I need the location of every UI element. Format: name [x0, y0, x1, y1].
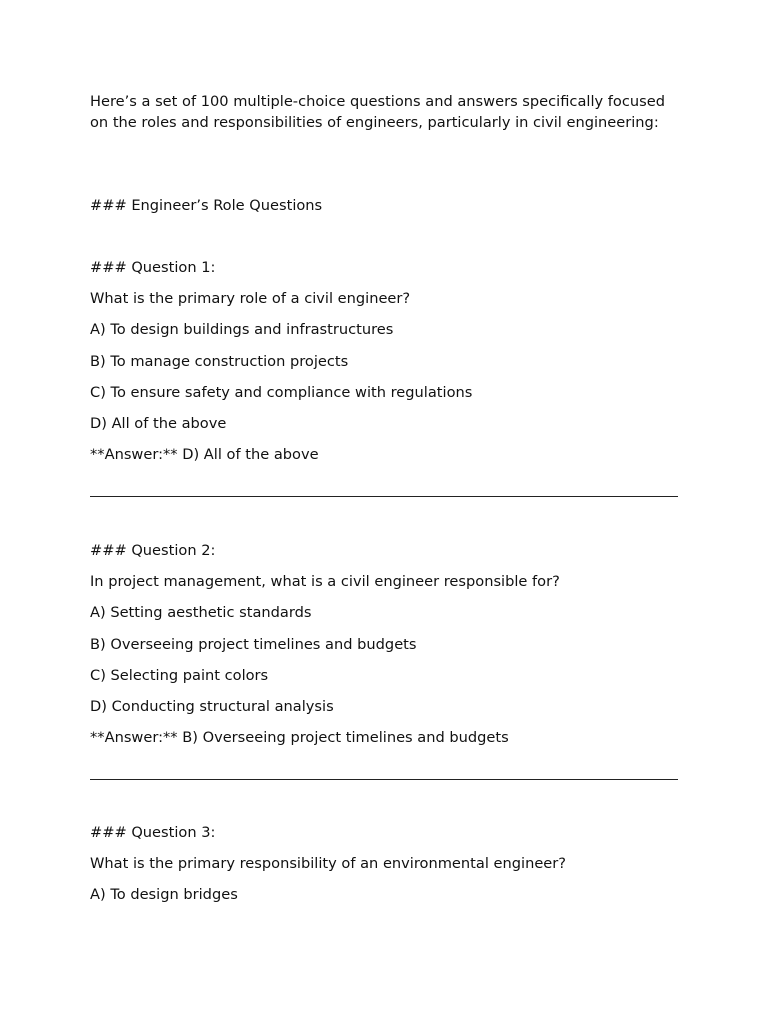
- question-block-3: [90, 823, 678, 917]
- question-text: In project management, what is a civil engineer responsible for?: [90, 573, 560, 591]
- option-a: A) To design bridges: [90, 886, 238, 904]
- section-heading: ### Engineer’s Role Questions: [90, 197, 323, 214]
- question-heading: ### Question 2:: [90, 542, 216, 559]
- question-text: What is the primary role of a civil engineer?: [90, 290, 411, 308]
- option-b: B) To manage construction projects: [90, 352, 349, 370]
- option-a: A) To design buildings and infrastructures: [90, 321, 394, 339]
- option-c: C) To ensure safety and compliance with regulations: [90, 383, 473, 401]
- horizontal-divider: [90, 779, 678, 780]
- horizontal-divider: [90, 496, 678, 497]
- question-heading: ### Question 3:: [90, 824, 216, 841]
- question-heading: ### Question 1:: [90, 259, 216, 276]
- question-block-2: [90, 541, 678, 759]
- answer-line: **Answer:** B) Overseeing project timelines and budgets: [90, 729, 509, 747]
- question-text: What is the primary responsibility of an environmental engineer?: [90, 855, 567, 873]
- option-b: B) Overseeing project timelines and budgets: [90, 635, 417, 653]
- question-block-1: [90, 258, 678, 476]
- option-c: C) Selecting paint colors: [90, 666, 269, 684]
- intro-paragraph: Here’s a set of 100 multiple-choice questions and answers specifically focused on the roles and responsibilities of engineers, particularly in civil engineering:: [90, 93, 665, 132]
- option-d: D) Conducting structural analysis: [90, 697, 334, 715]
- option-a: A) Setting aesthetic standards: [90, 604, 312, 622]
- answer-line: **Answer:** D) All of the above: [90, 446, 319, 464]
- option-d: D) All of the above: [90, 414, 227, 432]
